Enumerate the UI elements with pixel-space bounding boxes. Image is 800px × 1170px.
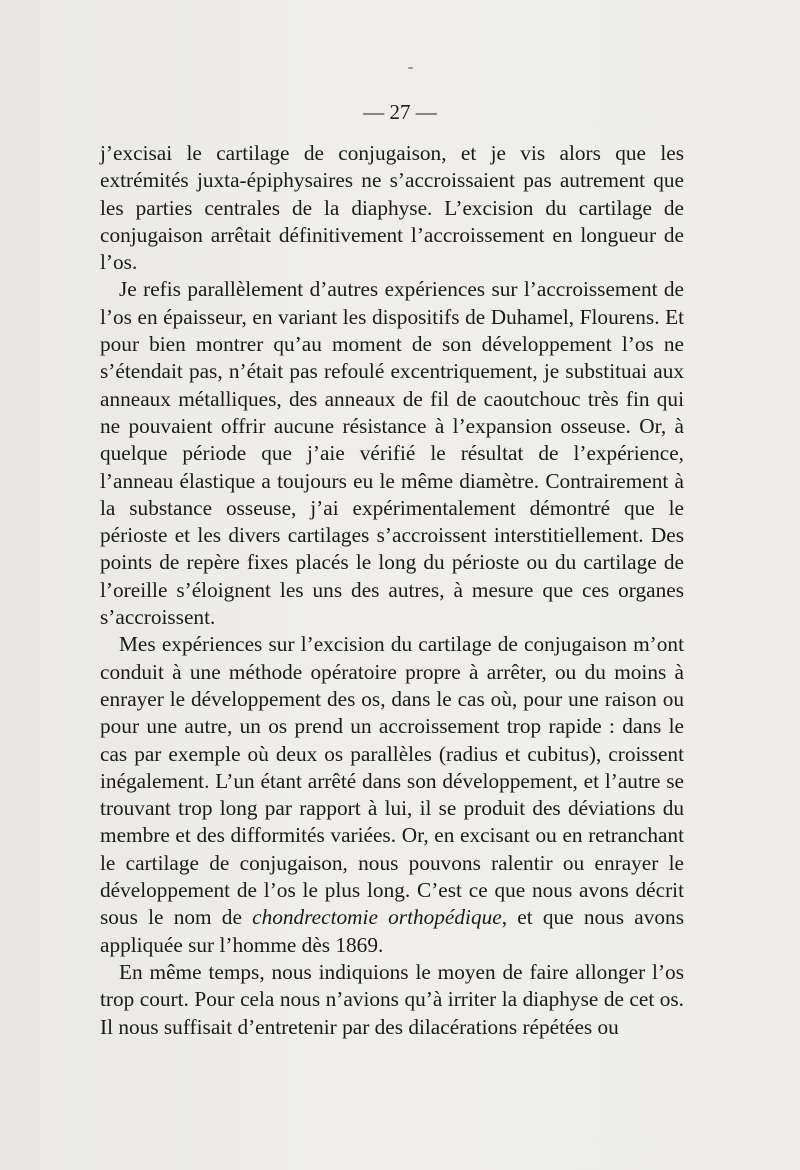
paragraph: [100, 631, 684, 959]
page-number: — 27 —: [363, 100, 437, 124]
italic-term: chondrectomie orthopédique: [252, 905, 502, 930]
paragraph: [100, 959, 684, 1041]
paragraph: [100, 140, 684, 276]
scan-speck: [408, 67, 413, 69]
paragraph-text: Je refis parallèlement d’autres expériences sur l’accroissement de l’os en épaisseur, en variant les dispositifs de Duhamel, Flourens. Et pour bien montrer qu’au moment de son développement l’os ne s’étendait pas, n’était pas refoulé excentriquement, je substituai aux anneaux métalliques, des anneaux de fil de caoutchouc très fin qui ne pouvaient offrir aucune résistance à l’expansion osseuse. Or, à quelque période que j’aie vérifié le résultat de l’expérience, l’anneau élastique a toujours eu le même diamètre. Contrairement à la substance osseuse, j’ai expérimentalement démontré que le périoste et les divers cartilages s’accroissent interstitiellement. Des points de repère fixes placés le long du périoste ou du cartilage de l’oreille s’éloignent les uns des autres, à mesure que ces organes s’accroissent.: [100, 277, 684, 630]
paragraph: [100, 276, 684, 631]
paragraph-text: Mes expériences sur l’excision du cartilage de conjugaison m’ont conduit à une méthode opératoire propre à arrêter, ou du moins à enrayer le développement des os, dans le cas où, pour une raison ou pour une autre, un os prend un accroissement trop rapide : dans le cas par exemple où deux os parallèles (radius et cubitus), croissent inégalement. L’un étant arrêté dans son développement, et l’autre se trouvant trop long par rapport à lui, il se produit des déviations du membre et des difformités variées. Or, en excisant ou en retranchant le cartilage de conjugaison, nous pouvons ralentir ou enrayer le développement de l’os le plus long. C’est ce que nous avons décrit sous le nom de: [100, 632, 684, 930]
paragraph-text: j’excisai le cartilage de conjugaison, et je vis alors que les extrémités juxta-épiphysaires ne s’accroissaient pas autrement que les parties centrales de la diaphyse. L’excision du cartilage de conjugaison arrêtait définitivement l’accroissement en longueur de l’os.: [100, 141, 684, 275]
paragraph-text: , et que nous avons appliquée sur l’homme dès 1869.: [100, 905, 684, 957]
paragraph-text: En même temps, nous indiquions le moyen de faire allonger l’os trop court. Pour cela nous n’avions qu’à irriter la diaphyse de cet os. Il nous suffisait d’entretenir par des dilacérations répétées ou: [100, 959, 684, 1039]
body-text: [100, 140, 684, 1041]
